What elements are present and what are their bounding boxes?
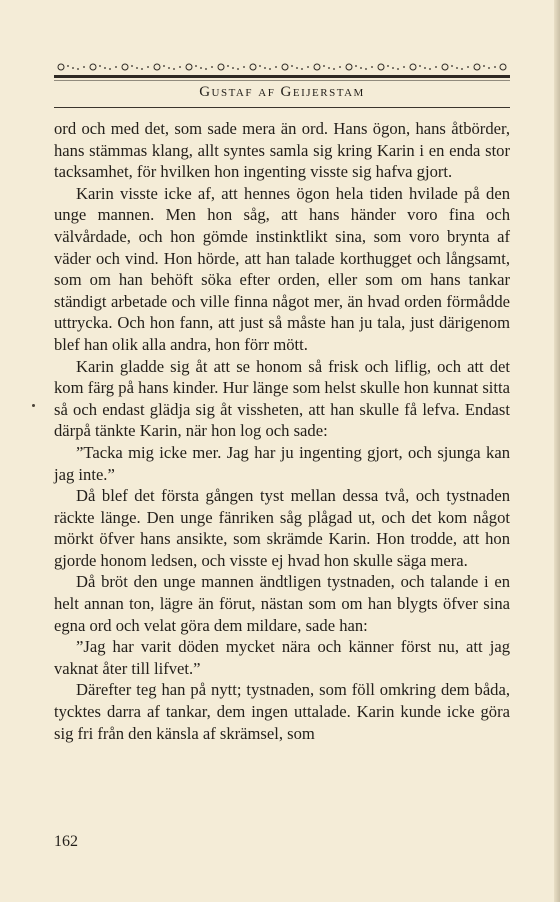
margin-mark	[32, 404, 35, 407]
ornament-border	[54, 62, 510, 82]
paragraph-6: Då bröt den unge mannen ändtligen tystnaden, och talande i en helt annan ton, lägre än förut, nästan som om han blygts öfver sina egna ord och velat göra dem mildare, sade han:	[54, 572, 510, 635]
page-number: 162	[54, 833, 78, 850]
paragraph-2: Karin visste icke af, att hennes ögon hela tiden hvilade på den unge mannen. Men hon såg, att hans händer voro fina och välvårdade, och hon gömde instinktlikt sina, som voro brynta af väder och vind. Hon hörde, att han talade korthugget och långsamt, som om han behöft söka efter orden, eller som om hans tankar ständigt arbetade och ville finna något mer, än hvad orden förmådde uttrycka. Och hon fann, att just så måste han ju tala, just därigenom blef han olik alla andra, hon förr mött.	[54, 183, 510, 354]
running-head: Gustaf af Geijerstam	[199, 84, 365, 100]
page-edge	[554, 0, 560, 902]
paragraph-3: Karin gladde sig åt att se honom så frisk och liflig, och att det kom färg på hans kinder. Hur länge som helst skulle hon kunnat sitta så och endast glädja sig åt vissheten, att han skulle få lefva. Endast därpå tänkte Karin, när hon log och sade:	[54, 356, 510, 441]
paragraph-5: Då blef det första gången tyst mellan dessa två, och tystnaden räckte länge. Den unge fänriken såg plågad ut, och det kom något mörkt öfver hans ansikte, som skrämde Karin. Hon trodde, att hon gjorde honom ledsen, och visste ej hvad hon skulle säga mera.	[54, 486, 510, 570]
body-text	[54, 118, 510, 744]
paragraph-1: ord och med det, som sade mera än ord. Hans ögon, hans åtbörder, hans stämmas klang, allt syntes samla sig kring Karin i en enda stor tacksamhet, för hvilken hon ingenting visste sig hafva gjort.	[54, 119, 510, 182]
paragraph-4: ”Tacka mig icke mer. Jag har ju ingenting gjort, och sjunga kan jag inte.”	[54, 442, 510, 484]
paragraph-7: ”Jag har varit döden mycket nära och känner först nu, att jag vaknat åter till lifvet.”	[54, 637, 510, 678]
header-rule	[54, 107, 510, 108]
paragraph-8: Därefter teg han på nytt; tystnaden, som föll omkring dem båda, tycktes darra af tankar, dem ingen uttalade. Karin kunde icke göra sig fri från den känsla af skrämsel, som	[54, 680, 510, 743]
